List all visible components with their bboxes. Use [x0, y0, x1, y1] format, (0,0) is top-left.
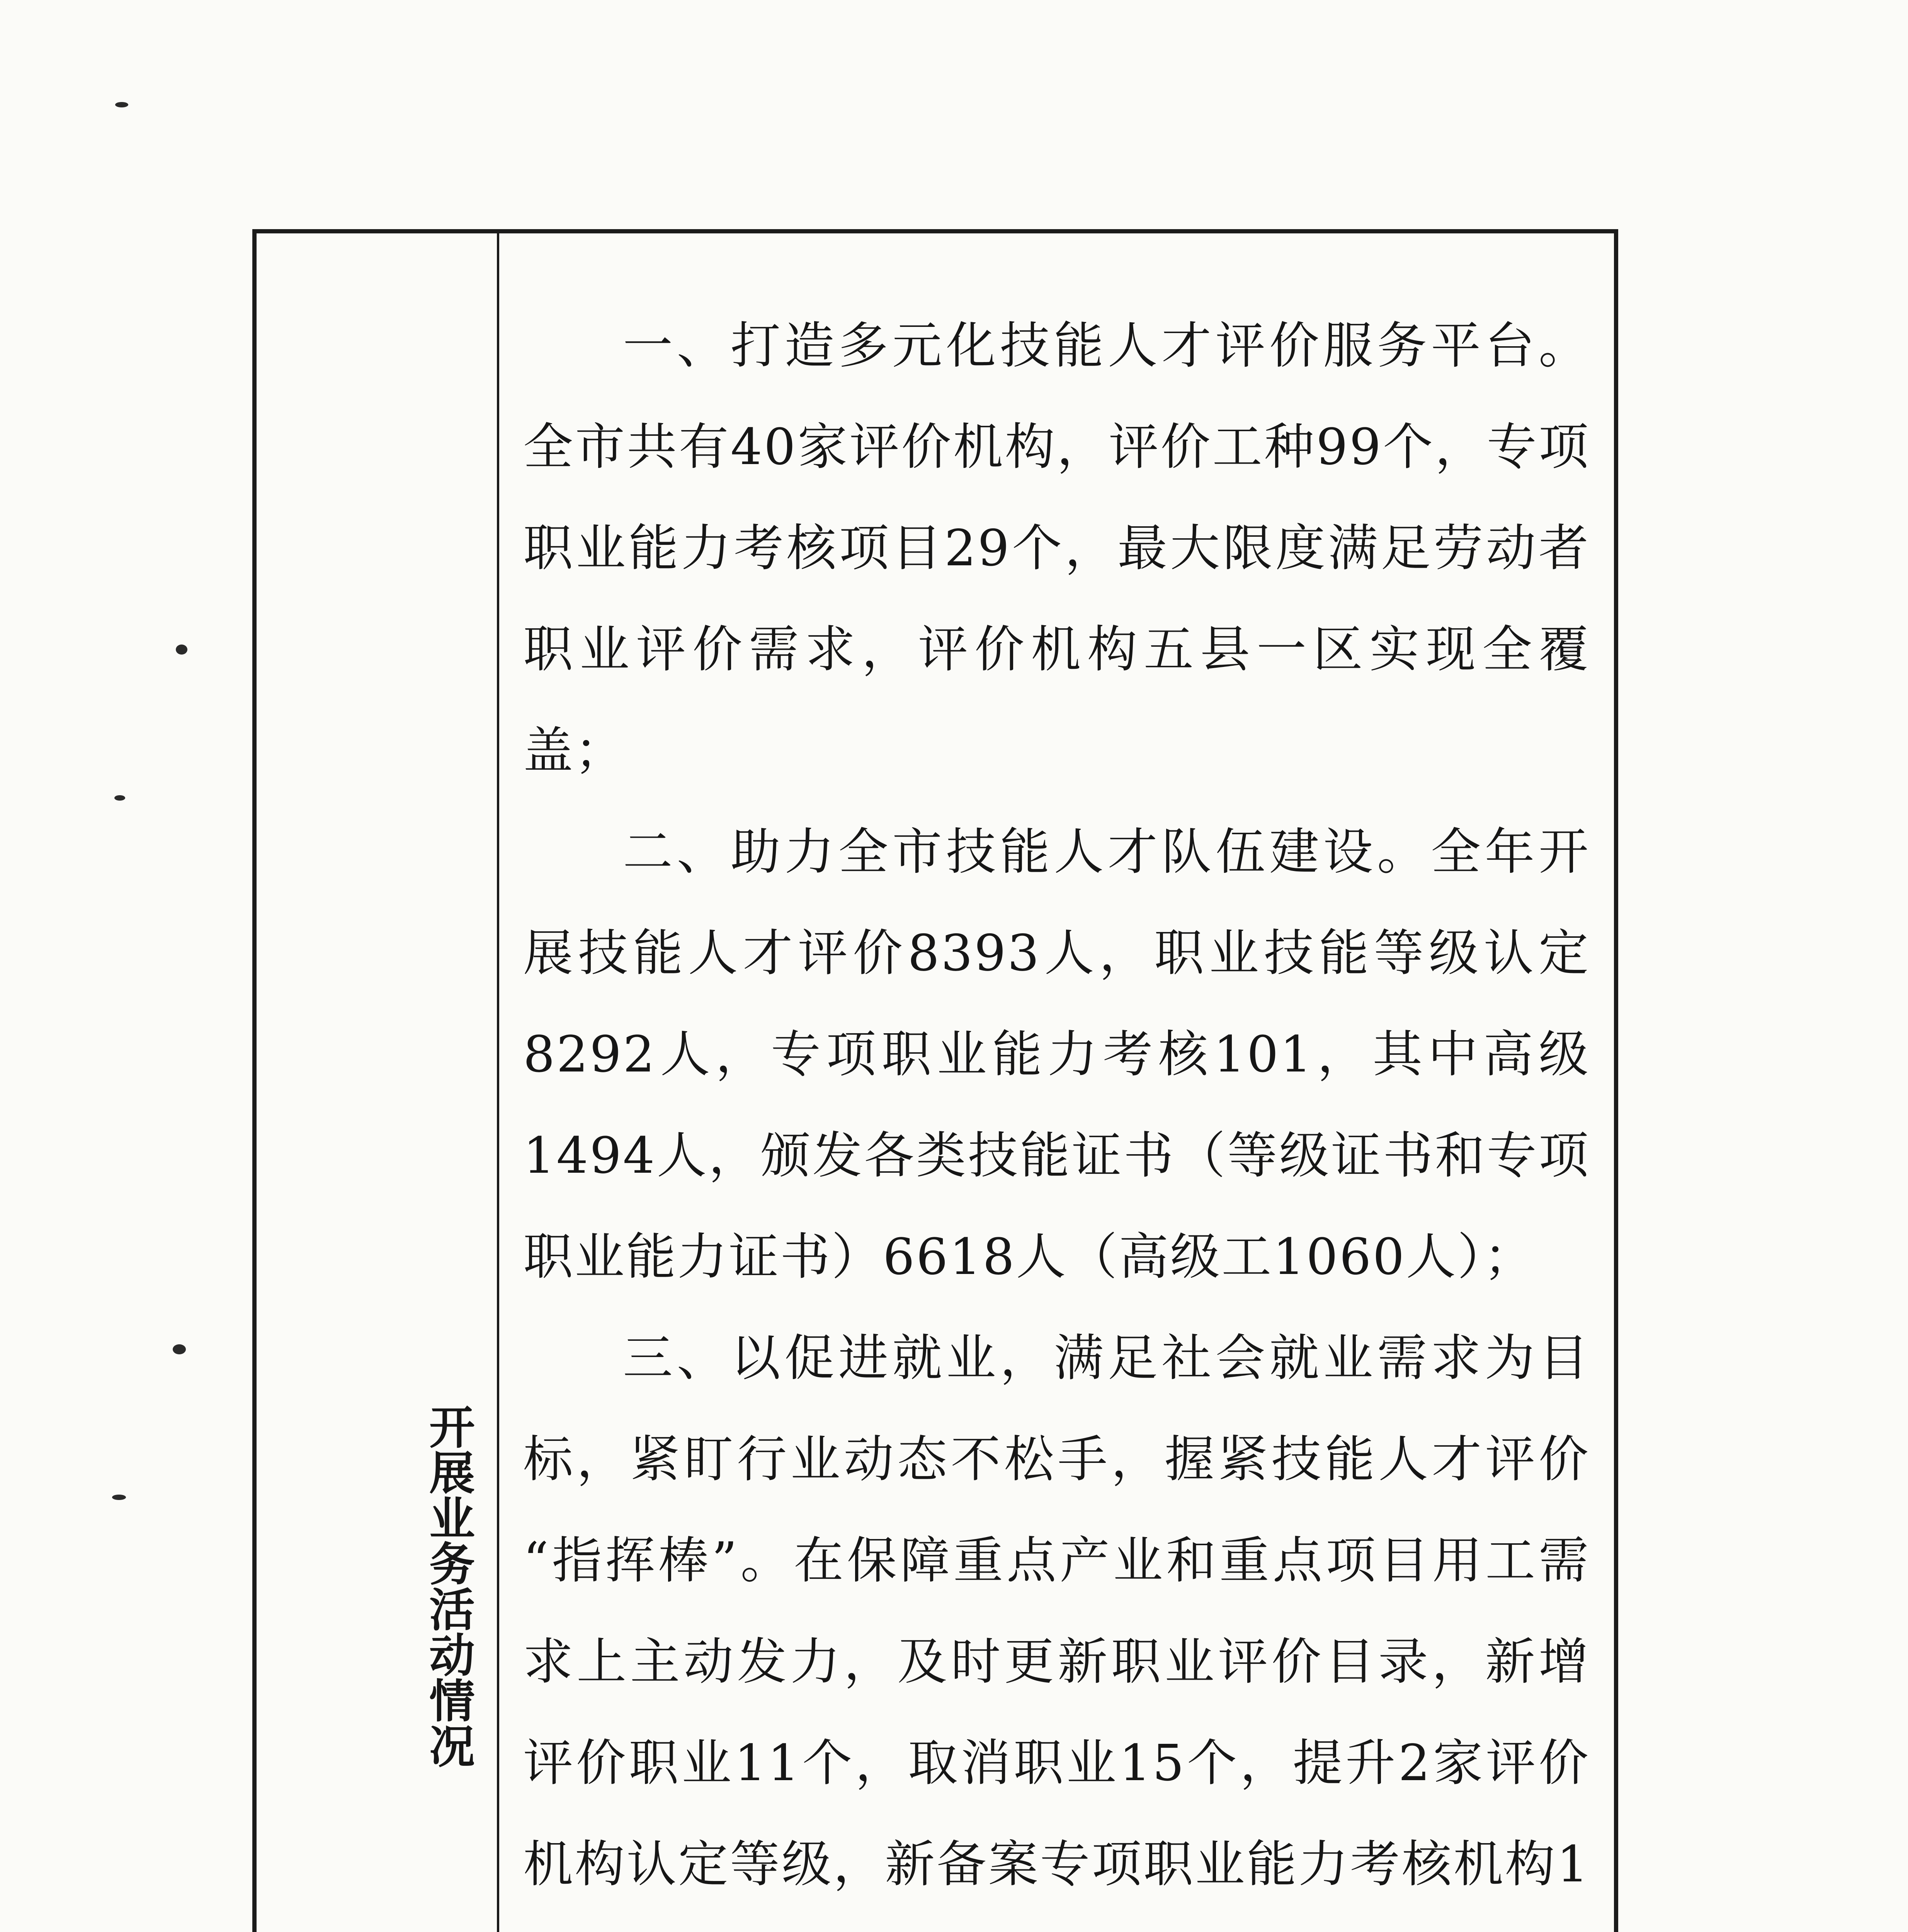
- scan-mark: [173, 1344, 186, 1354]
- paragraph-2: 二、助力全市技能人才队伍建设。全年开展技能人才评价8393人，职业技能等级认定8292人，专项职业能力考核101，其中高级1494人，颁发各类技能证书（等级证书和专项职业能力证书）6618人（高级工1060人）；: [523, 823, 1590, 1286]
- scan-mark: [176, 645, 187, 655]
- paragraph-3: 三、以促进就业，满足社会就业需求为目标，紧盯行业动态不松手，握紧技能人才评价 “指挥棒”。在保障重点产业和重点项目用工需求上主动发力，及时更新职业评价目录，新增评价职业11个，取消职业15个，提升2家评价机构认定等级，新备案专项职业能力考核机构1: [523, 1329, 1590, 1893]
- paragraph-1: 一、打造多元化技能人才评价服务平台。全市共有40家评价机构，评价工种99个，专项职业能力考核项目29个，最大限度满足劳动者职业评价需求，评价机构五县一区实现全覆盖；: [523, 317, 1590, 780]
- scan-mark: [112, 1495, 126, 1500]
- section-label: 开展业务活动情况: [422, 1403, 475, 1768]
- content-cell: [499, 233, 1614, 1932]
- scan-mark: [114, 795, 125, 801]
- scan-mark: [115, 102, 128, 107]
- label-cell: [257, 233, 499, 1932]
- activity-table: [252, 229, 1618, 1932]
